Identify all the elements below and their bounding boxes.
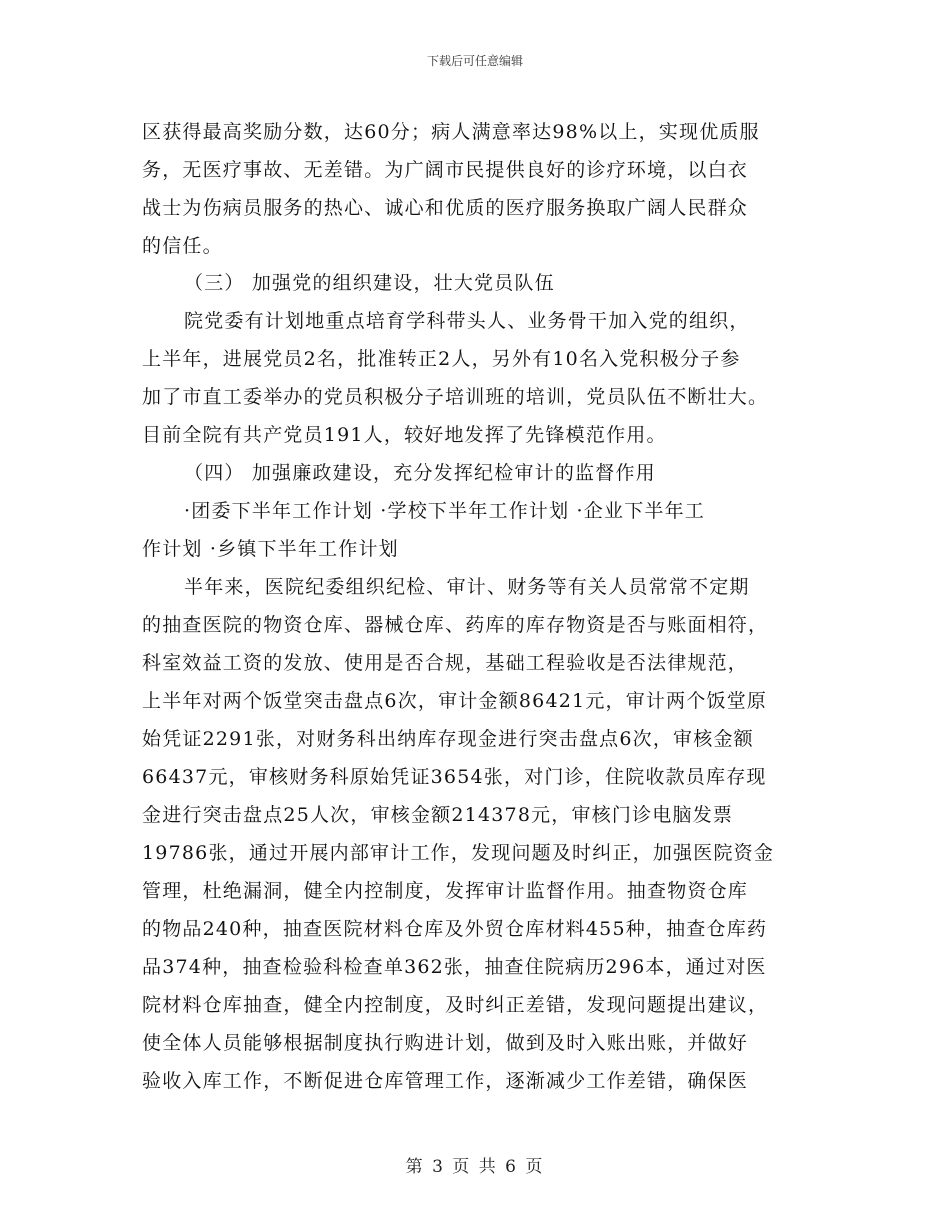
text-line: 使全体人员能够根据制度执行购进计划，做到及时入账出账，并做好 xyxy=(142,1032,749,1054)
text-line: 战士为伤病员服务的热心、诚心和优质的医疗服务换取广阔人民群众 xyxy=(142,197,749,219)
text-line: 品374种，抽查检验科检查单362张，抽查住院病历296本，通过对医 xyxy=(142,956,767,978)
text-line: 上半年，进展党员2名，批准转正2人，另外有10名入党积极分子参 xyxy=(142,348,741,370)
text-line: 的物品240种，抽查医院材料仓库及外贸仓库材料455种，抽查仓库药 xyxy=(142,918,768,940)
text-line: 目前全院有共产党员191人，较好地发挥了先锋模范作用。 xyxy=(142,424,667,446)
related-links[interactable]: 作计划 ·乡镇下半年工作计划 xyxy=(142,538,399,560)
text-line: 上半年对两个饭堂突击盘点6次，审计金额86421元，审计两个饭堂原 xyxy=(142,690,768,712)
page-header: 下载后可任意编辑 xyxy=(426,54,523,68)
text-line: 的信任。 xyxy=(142,235,223,257)
text-line: 加了市直工委举办的党员积极分子培训班的培训，党员队伍不断壮大。 xyxy=(142,386,769,408)
text-line: 院材料仓库抽查，健全内控制度，及时纠正差错，发现问题提出建议， xyxy=(142,994,769,1016)
text-line: 的抽查医院的物资仓库、器械仓库、药库的库存物资是否与账面相符， xyxy=(142,614,769,636)
related-links[interactable]: ·团委下半年工作计划 ·学校下半年工作计划 ·企业下半年工 xyxy=(184,500,705,522)
text-line: 区获得最高奖励分数，达60分；病人满意率达98%以上，实现优质服 xyxy=(142,121,760,143)
text-line: 始凭证2291张，对财务科出纳库存现金进行突击盘点6次，审核金额 xyxy=(142,728,754,750)
text-line: 66437元，审核财务科原始凭证3654张，对门诊，住院收款员库存现 xyxy=(142,766,767,788)
text-line: 科室效益工资的发放、使用是否合规，基础工程验收是否法律规范， xyxy=(142,652,749,674)
page-footer: 第 3 页 共 6 页 xyxy=(405,1157,545,1177)
text-line: 19786张，通过开展内部审计工作，发现问题及时纠正，加强医院资金 xyxy=(142,842,775,864)
text-line: 院党委有计划地重点培育学科带头人、业务骨干加入党的组织， xyxy=(184,310,750,332)
text-line: 验收入库工作，不断促进仓库管理工作，逐渐减少工作差错，确保医 xyxy=(142,1070,749,1092)
text-line: 管理，杜绝漏洞，健全内控制度，发挥审计监督作用。抽查物资仓库 xyxy=(142,880,749,902)
text-line: 务，无医疗事故、无差错。为广阔市民提供良好的诊疗环境，以白衣 xyxy=(142,159,749,181)
text-line: 半年来，医院纪委组织纪检、审计、财务等有关人员常常不定期 xyxy=(184,576,750,598)
section-heading: （四） 加强廉政建设，充分发挥纪检审计的监督作用 xyxy=(184,462,656,484)
text-line: 金进行突击盘点25人次，审核金额214378元，审核门诊电脑发票 xyxy=(142,804,734,826)
section-heading: （三） 加强党的组织建设，壮大党员队伍 xyxy=(184,272,555,294)
